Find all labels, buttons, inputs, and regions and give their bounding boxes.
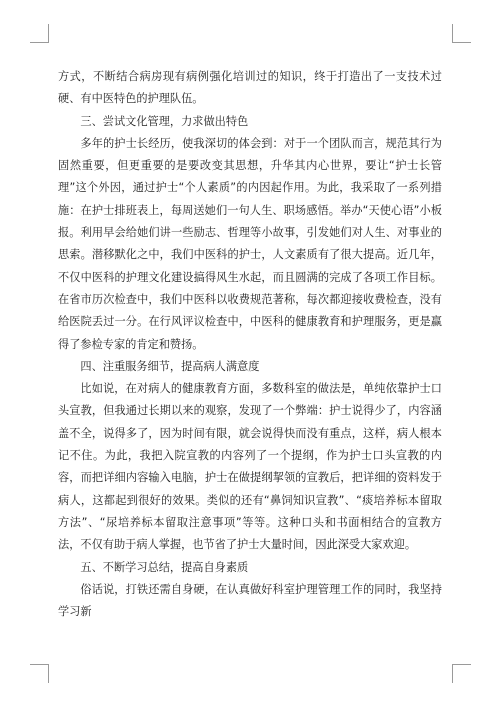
paragraph-culture-management: 多年的护士长经历，使我深切的体会到：对于一个团队而言，规范其行为固然重要，但更重要的是要改变其思想，升华其内心世界，要让“护士长管理”这个外因，通过护士“个人素质”的内因起作用。为此，我采取了一系列措施：在护士排班表上，每周送她们一句人生、职场感悟。举办“天使心语”小板报。利用早会给她们讲一些励志、哲理等小故事，引发她们对人生、对事业的思索。潜移默化之中，我们中医科的护士，人文素质有了很大提高。近几年，不仅中医科的护理文化建设搞得风生水起，而且圆满的完成了各项工作目标。在省市历次检查中，我们中医科以收费规范著称，每次都迎接收费检查，没有给医院丢过一分。在行风评议检查中，中医科的健康教育和护理服务，更是赢得了参检专家的肯定和赞扬。 bbox=[58, 136, 442, 351]
section-heading-3: 三、尝试文化管理，力求做出特色 bbox=[80, 114, 249, 128]
crop-mark-top-left bbox=[30, 24, 49, 43]
crop-mark-bottom-left bbox=[30, 664, 49, 683]
crop-mark-bottom-right bbox=[452, 664, 471, 683]
section-heading-5: 五、不断学习总结，提高自身素质 bbox=[80, 560, 249, 574]
section-heading-4: 四、注重服务细节，提高病人满意度 bbox=[80, 359, 260, 373]
crop-mark-top-right bbox=[452, 24, 471, 43]
paragraph-continuation: 方式，不断结合病房现有病例强化培训过的知识，终于打造出了一支技术过硬、有中医特色的护理队伍。 bbox=[58, 70, 442, 106]
paragraph-learning: 俗话说，打铁还需自身硬，在认真做好科室护理管理工作的同时，我坚持学习新 bbox=[58, 582, 442, 619]
document-body bbox=[58, 66, 442, 623]
paragraph-service-details: 比如说，在对病人的健康教育方面，多数科室的做法是，单纯依靠护士口头宣教，但我通过长期以来的观察，发现了一个弊端：护士说得少了，内容涵盖不全，说得多了，因为时间有限，就会说得快而没有重点，这样，病人根本记不住。为此，我把入院宣教的内容列了一个提纲，作为护士口头宣教的内容，而把详细内容输入电脑，护士在做提纲挈领的宣教后，把详细的资料发于病人，这都起到很好的效果。类似的还有“鼻饲知识宣教”、“痰培养标本留取方法”、“尿培养标本留取注意事项”等等。这种口头和书面相结合的宣教方法，不仅有助于病人掌握，也节省了护士大量时间，因此深受大家欢迎。 bbox=[58, 382, 442, 552]
